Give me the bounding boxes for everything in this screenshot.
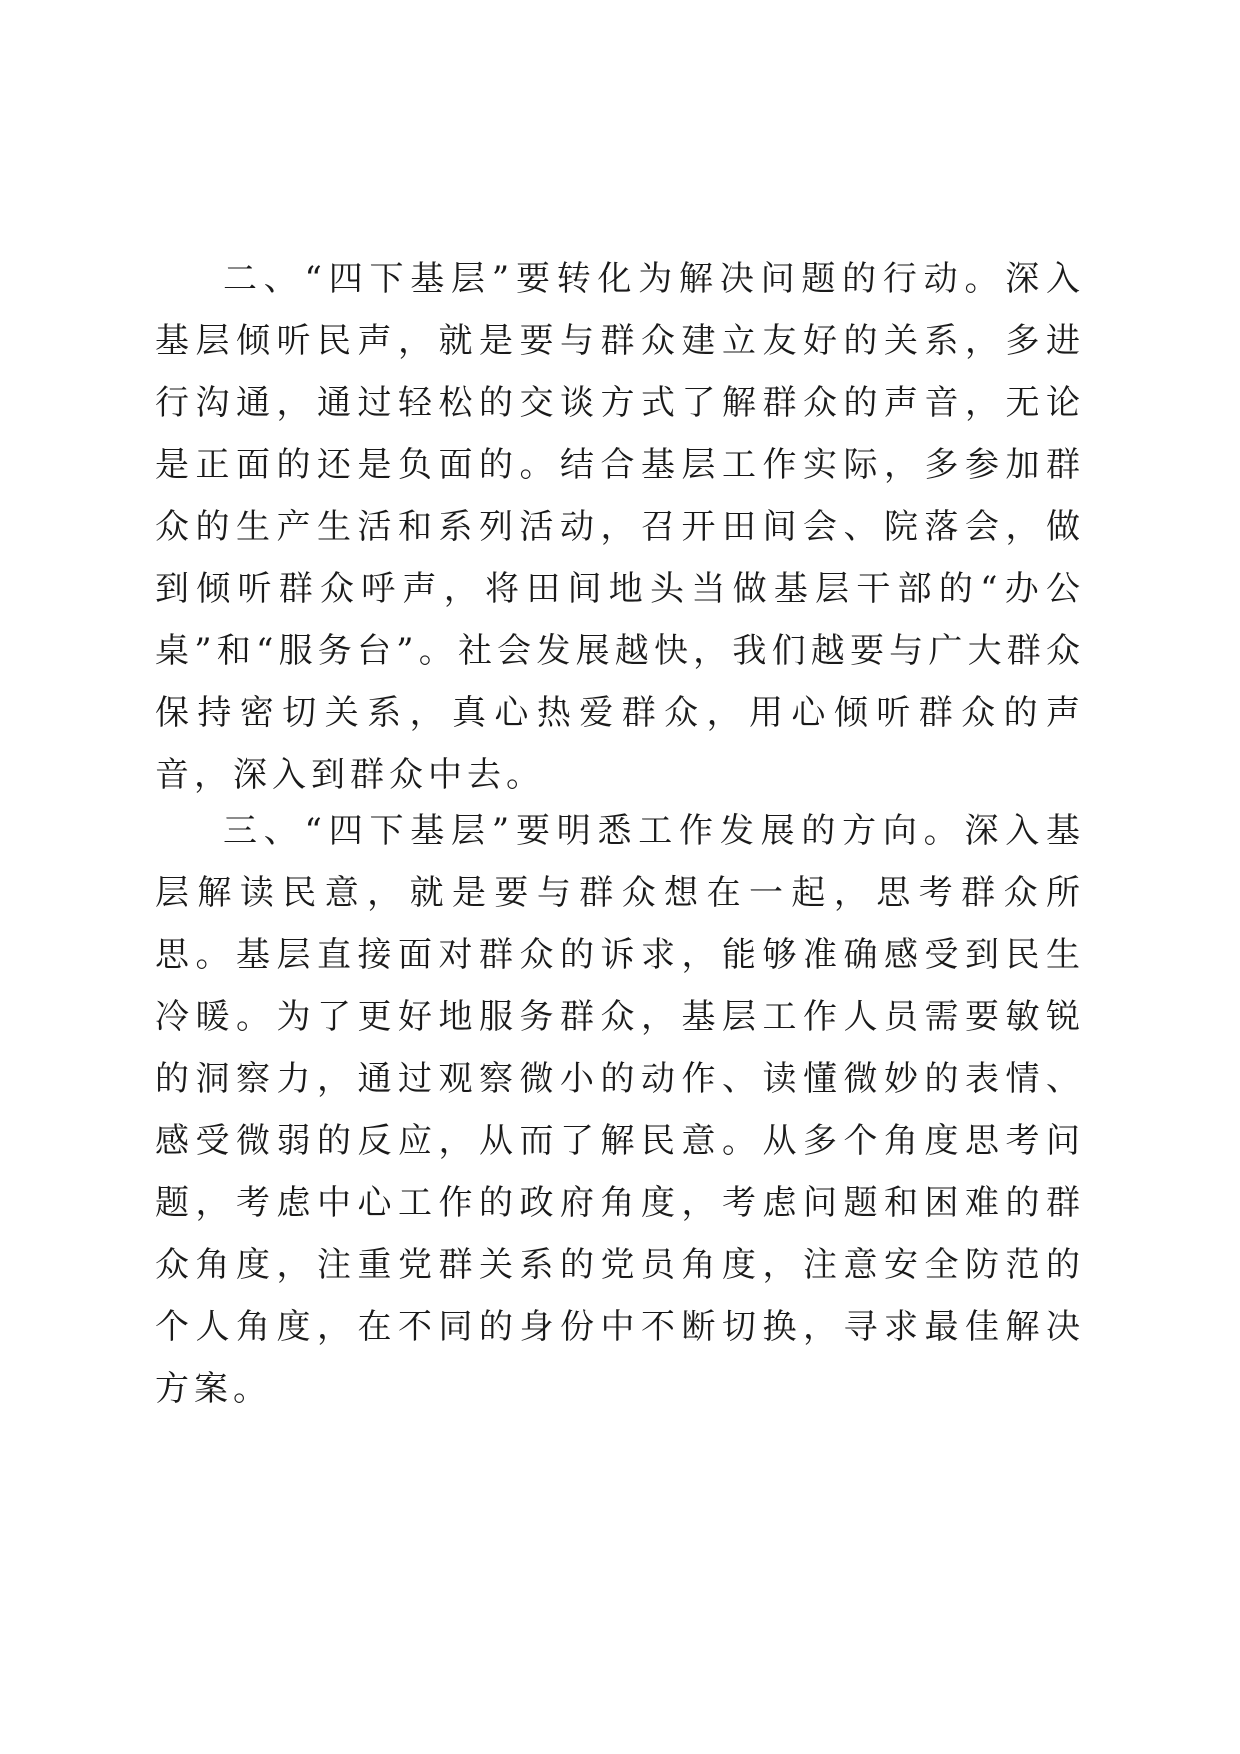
paragraph-section-three: 三、“四下基层”要明悉工作发展的方向。深入基层解读民意，就是要与群众想在一起，思考群众所思。基层直接面对群众的诉求，能够准确感受到民生冷暖。为了更好地服务群众，基层工作人员需要敏锐的洞察力，通过观察微小的动作、读懂微妙的表情、感受微弱的反应，从而了解民意。从多个角度思考问题，考虑中心工作的政府角度，考虑问题和困难的群众角度，注重党群关系的党员角度，注意安全防范的个人角度，在不同的身份中不断切换，寻求最佳解决方案。 [155,811,1085,1409]
paragraph-section-two: 二、“四下基层”要转化为解决问题的行动。深入基层倾听民声，就是要与群众建立友好的关系，多进行沟通，通过轻松的交谈方式了解群众的声音，无论是正面的还是负面的。结合基层工作实际，多参加群众的生产生活和系列活动，召开田间会、院落会，做到倾听群众呼声，将田间地头当做基层干部的“办公桌”和“服务台”。社会发展越快，我们越要与广大群众保持密切关系，真心热爱群众，用心倾听群众的声音，深入到群众中去。 [155,259,1085,795]
